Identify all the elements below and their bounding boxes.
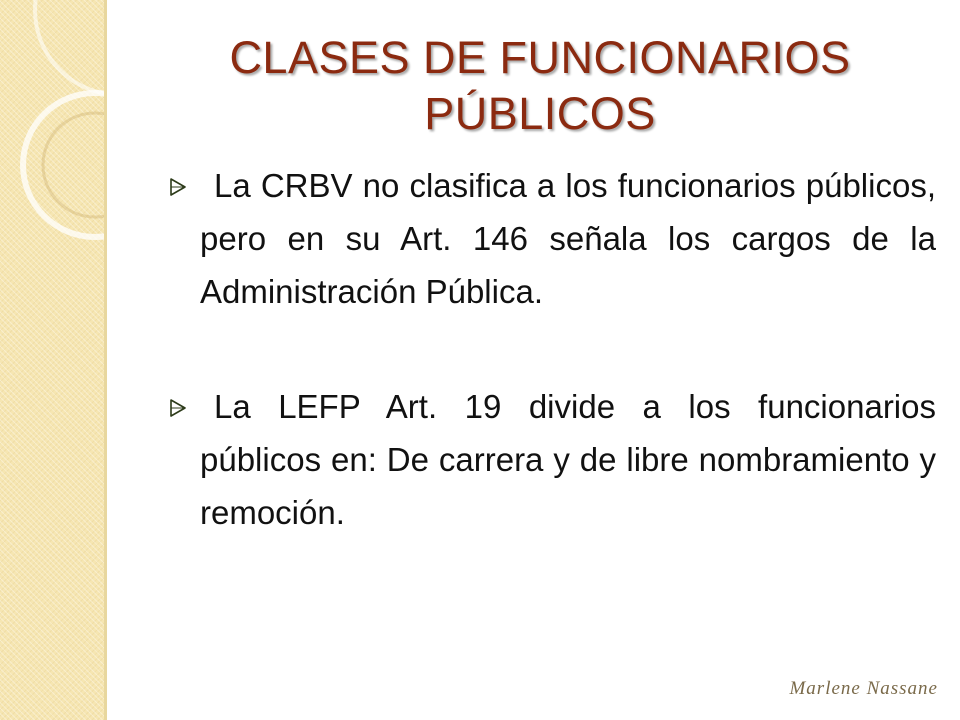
arrow-bullet-icon [170, 399, 186, 417]
bullet-text-crbv: La CRBV no clasifica a los funcionarios públicos, pero en su Art. 146 señala los cargos de la Administración Pública. [200, 167, 936, 310]
slide-title: CLASES DE FUNCIONARIOS PÚBLICOS [229, 32, 851, 139]
arrow-bullet-icon [170, 178, 186, 196]
bullet-item-crbv [200, 159, 936, 318]
decorative-circles [0, 0, 104, 720]
decorative-sidebar [0, 0, 107, 720]
bullet-item-lefp [200, 380, 936, 539]
bullet-text-lefp: La LEFP Art. 19 divide a los funcionarios públicos en: De carrera y de libre nombramiento y remoción. [200, 388, 936, 531]
author-footer: Marlene Nassane [789, 678, 938, 699]
